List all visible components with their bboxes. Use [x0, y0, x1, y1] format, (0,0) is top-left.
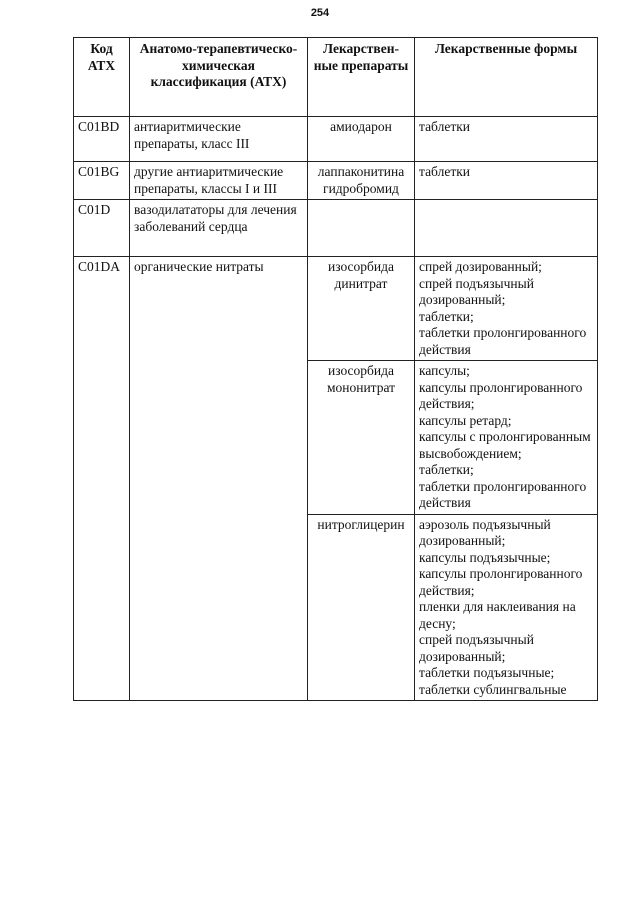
- atx-code-cell: C01BG: [74, 162, 130, 200]
- classification-cell: антиаритмические препараты, класс III: [130, 117, 308, 162]
- atx-code-cell: C01BD: [74, 117, 130, 162]
- atx-code-cell: C01DA: [74, 257, 130, 701]
- dosage-form: спрей подъязычный дозированный;: [419, 632, 534, 664]
- dosage-form: таблетки;: [419, 308, 474, 324]
- atx-table: [73, 37, 598, 701]
- dosage-form: таблетки;: [419, 462, 474, 477]
- dosage-form: таблетки подъязычные;: [419, 665, 555, 680]
- atx-code-cell: C01D: [74, 200, 130, 257]
- dosage-form: таблетки пролонгированного действия: [419, 478, 587, 510]
- table-row: [74, 117, 598, 162]
- table-row: [74, 200, 598, 257]
- dosage-form: капсулы пролонгированного действия;: [419, 566, 583, 598]
- dosage-form: спрей подъязычный дозированный;: [419, 275, 534, 307]
- header-forms: Лекарственные формы: [415, 38, 598, 117]
- drug-name-cell: [308, 200, 415, 257]
- classification-cell: вазодилататоры для лечения заболеваний сердца: [130, 200, 308, 257]
- dosage-form: капсулы;: [419, 363, 470, 378]
- dosage-forms-cell: [415, 257, 598, 361]
- dosage-form: пленки для наклеивания на десну;: [419, 599, 576, 631]
- drug-name-cell: нитроглицерин: [308, 514, 415, 701]
- dosage-forms-cell: [415, 361, 598, 515]
- dosage-form: капсулы с пролонгированным высвобождением;: [419, 429, 591, 461]
- drug-name-cell: изосорбида динитрат: [308, 257, 415, 361]
- dosage-form: аэрозоль подъязычный дозированный;: [419, 516, 551, 548]
- table-header-row: [74, 38, 598, 117]
- classification-cell: другие антиаритмические препараты, классы I и III: [130, 162, 308, 200]
- dosage-form: капсулы подъязычные;: [419, 549, 551, 565]
- drug-name-cell: изосорбида мононитрат: [308, 361, 415, 515]
- header-classification: Анатомо-терапевтическо-химическая классификация (АТХ): [130, 38, 308, 117]
- drug-name-cell: лаппаконитина гидробромид: [308, 162, 415, 200]
- page-number: 254: [310, 7, 330, 19]
- dosage-form: таблетки: [419, 164, 471, 179]
- dosage-forms-cell: [415, 200, 598, 257]
- dosage-form: капсулы пролонгированного действия;: [419, 379, 583, 411]
- dosage-forms-cell: [415, 117, 598, 162]
- table-row: [74, 257, 598, 361]
- table-row: [74, 162, 598, 200]
- header-drugs: Лекарствен-ные препараты: [308, 38, 415, 117]
- dosage-form: капсулы ретард;: [419, 412, 512, 428]
- dosage-form: таблетки пролонгированного действия: [419, 325, 587, 357]
- dosage-forms-cell: [415, 514, 598, 701]
- dosage-form: таблетки: [419, 119, 471, 134]
- header-code: Код АТХ: [74, 38, 130, 117]
- dosage-form: таблетки сублингвальные: [419, 681, 567, 697]
- drug-name-cell: амиодарон: [308, 117, 415, 162]
- dosage-forms-cell: [415, 162, 598, 200]
- classification-cell: органические нитраты: [130, 257, 308, 701]
- dosage-form: спрей дозированный;: [419, 259, 542, 274]
